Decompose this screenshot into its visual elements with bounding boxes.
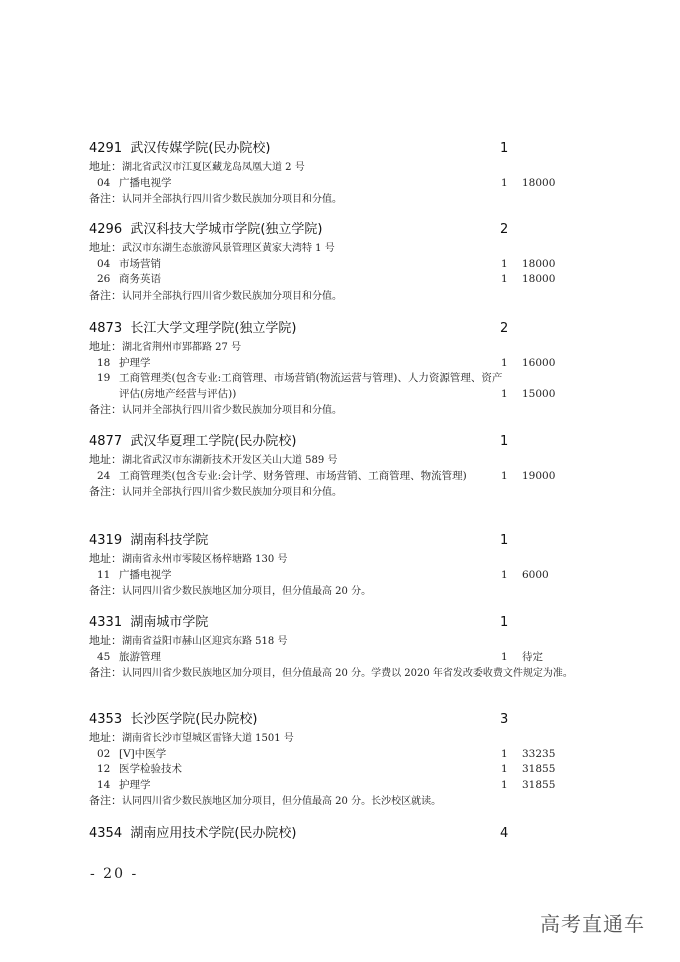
school-entry bbox=[89, 220, 609, 304]
school-note bbox=[89, 665, 609, 682]
major-code: 19 bbox=[97, 372, 111, 384]
school-entry bbox=[89, 531, 609, 600]
major-fee: 33235 bbox=[522, 747, 556, 760]
major-row bbox=[89, 272, 609, 288]
school-code: 4877 bbox=[89, 434, 123, 449]
school-note bbox=[89, 288, 609, 305]
school-count: 2 bbox=[500, 321, 509, 336]
school-header bbox=[89, 531, 609, 551]
school-entry bbox=[89, 432, 609, 501]
major-row bbox=[89, 747, 609, 763]
major-fee: 待定 bbox=[522, 650, 543, 663]
address-text: 湖南省长沙市望城区雷锋大道 1501 号 bbox=[122, 733, 294, 744]
school-address bbox=[89, 159, 609, 176]
major-count: 1 bbox=[501, 356, 508, 369]
address-label: 地址： bbox=[89, 340, 122, 353]
address-label: 地址： bbox=[89, 731, 122, 744]
major-name: 广播电视学 bbox=[119, 176, 172, 189]
school-count: 1 bbox=[500, 434, 509, 449]
major-code: 12 bbox=[97, 763, 111, 775]
major-count: 1 bbox=[501, 568, 508, 581]
note-label: 备注： bbox=[89, 403, 122, 416]
major-row bbox=[89, 469, 609, 485]
major-row bbox=[89, 568, 609, 584]
note-label: 备注： bbox=[89, 192, 122, 205]
school-count: 3 bbox=[500, 712, 509, 727]
school-code: 4353 bbox=[89, 712, 123, 727]
major-fee: 19000 bbox=[522, 469, 556, 482]
major-code: 14 bbox=[97, 778, 111, 791]
page-number: - 20 - bbox=[90, 866, 139, 882]
address-text: 湖北省荆州市郢都路 27 号 bbox=[122, 342, 242, 353]
school-address bbox=[89, 730, 609, 747]
major-row bbox=[89, 371, 609, 402]
school-header bbox=[89, 432, 609, 452]
major-count: 1 bbox=[501, 273, 508, 285]
major-name: 工商管理类(包含专业:会计学、财务管理、市场营销、工商管理、物流管理) bbox=[119, 469, 467, 482]
school-name: 湖南科技学院 bbox=[130, 533, 209, 548]
school-count: 1 bbox=[500, 141, 509, 156]
major-fee: 31855 bbox=[522, 778, 556, 791]
school-header bbox=[89, 220, 609, 240]
major-fee: 18000 bbox=[522, 176, 556, 189]
major-row bbox=[89, 356, 609, 372]
school-header bbox=[89, 613, 609, 633]
school-count: 1 bbox=[500, 533, 509, 548]
address-label: 地址： bbox=[89, 634, 122, 647]
note-label: 备注： bbox=[89, 584, 122, 597]
major-code: 26 bbox=[97, 273, 111, 285]
major-name: 商务英语 bbox=[119, 273, 161, 285]
major-code: 04 bbox=[97, 257, 111, 270]
school-name: 武汉科技大学城市学院(独立学院) bbox=[130, 222, 323, 237]
school-address bbox=[89, 452, 609, 469]
school-name: 武汉华夏理工学院(民办院校) bbox=[130, 434, 297, 449]
school-note bbox=[89, 484, 609, 501]
school-entry bbox=[89, 824, 609, 844]
major-fee: 18000 bbox=[522, 273, 556, 285]
watermark: 高考直通车 bbox=[540, 912, 645, 936]
school-address bbox=[89, 240, 609, 257]
major-count: 1 bbox=[501, 469, 508, 482]
major-fee: 31855 bbox=[522, 763, 556, 775]
school-header bbox=[89, 139, 609, 159]
school-code: 4291 bbox=[89, 141, 123, 156]
major-count: 1 bbox=[501, 747, 508, 760]
address-label: 地址： bbox=[89, 453, 122, 466]
note-label: 备注： bbox=[89, 288, 122, 302]
note-text: 认同四川省少数民族地区加分项目，但分值最高 20 分。长沙校区就读。 bbox=[122, 796, 442, 807]
major-fee: 16000 bbox=[522, 356, 556, 369]
school-note bbox=[89, 402, 609, 419]
major-count: 1 bbox=[501, 763, 508, 775]
school-entry bbox=[89, 319, 609, 419]
note-text: 认同并全部执行四川省少数民族加分项目和分值。 bbox=[122, 194, 342, 205]
major-fee: 15000 bbox=[522, 387, 556, 400]
address-text: 武汉市东湖生态旅游风景管理区黄家大湾特 1 号 bbox=[122, 243, 335, 254]
school-entry bbox=[89, 613, 609, 682]
address-text: 湖北省武汉市江夏区藏龙岛凤凰大道 2 号 bbox=[122, 162, 305, 173]
school-note bbox=[89, 191, 609, 208]
note-label: 备注： bbox=[89, 485, 122, 498]
major-count: 1 bbox=[501, 387, 508, 400]
school-code: 4873 bbox=[89, 321, 123, 336]
school-name: 长江大学文理学院(独立学院) bbox=[130, 321, 297, 336]
school-entry bbox=[89, 710, 609, 810]
major-name: 医学检验技术 bbox=[119, 763, 182, 775]
note-text: 认同并全部执行四川省少数民族加分项目和分值。 bbox=[122, 405, 342, 416]
school-name: 湖南城市学院 bbox=[130, 615, 209, 630]
major-name: 市场营销 bbox=[119, 257, 161, 270]
major-name: 旅游管理 bbox=[119, 650, 161, 663]
school-code: 4319 bbox=[89, 533, 123, 548]
major-count: 1 bbox=[501, 176, 508, 189]
school-count: 2 bbox=[500, 222, 509, 237]
major-count: 1 bbox=[501, 650, 508, 663]
major-row bbox=[89, 176, 609, 192]
major-name: 护理学 bbox=[119, 356, 151, 369]
major-count: 1 bbox=[501, 778, 508, 791]
school-code: 4296 bbox=[89, 222, 123, 237]
note-text: 认同四川省少数民族地区加分项目，但分值最高 20 分。学费以 2020 年省发改委收费文件规定为准。 bbox=[122, 668, 573, 679]
major-row bbox=[89, 650, 609, 666]
school-note bbox=[89, 793, 609, 810]
school-note bbox=[89, 583, 609, 600]
major-name: 工商管理类(包含专业:工商管理、市场营销(物流运营与管理)、人力资源管理、资产评估(房地产经营与评估)) bbox=[119, 372, 503, 400]
major-code: 02 bbox=[97, 747, 111, 760]
school-entry bbox=[89, 139, 609, 208]
major-name: [V]中医学 bbox=[119, 747, 167, 760]
address-label: 地址： bbox=[89, 160, 122, 173]
note-label: 备注： bbox=[89, 794, 122, 807]
note-text: 认同并全部执行四川省少数民族加分项目和分值。 bbox=[122, 290, 342, 302]
address-text: 湖北省武汉市东湖新技术开发区关山大道 589 号 bbox=[122, 455, 338, 466]
major-fee: 18000 bbox=[522, 257, 556, 270]
school-code: 4331 bbox=[89, 615, 123, 630]
major-code: 18 bbox=[97, 356, 111, 369]
major-code: 04 bbox=[97, 176, 111, 189]
school-address bbox=[89, 633, 609, 650]
note-label: 备注： bbox=[89, 666, 122, 679]
address-label: 地址： bbox=[89, 552, 122, 565]
address-label: 地址： bbox=[89, 241, 122, 254]
major-code: 24 bbox=[97, 469, 111, 482]
major-row bbox=[89, 762, 609, 778]
school-address bbox=[89, 339, 609, 356]
school-header bbox=[89, 710, 609, 730]
address-text: 湖南省永州市零陵区杨梓塘路 130 号 bbox=[122, 554, 288, 565]
major-row bbox=[89, 257, 609, 273]
note-text: 认同并全部执行四川省少数民族加分项目和分值。 bbox=[122, 487, 342, 498]
school-name: 武汉传媒学院(民办院校) bbox=[130, 141, 271, 156]
major-fee: 6000 bbox=[522, 568, 549, 581]
school-name: 长沙医学院(民办院校) bbox=[130, 712, 258, 727]
school-code: 4354 bbox=[89, 826, 123, 841]
major-count: 1 bbox=[501, 257, 508, 270]
note-text: 认同四川省少数民族地区加分项目，但分值最高 20 分。 bbox=[122, 586, 372, 597]
major-code: 45 bbox=[97, 650, 111, 663]
school-count: 4 bbox=[500, 826, 509, 841]
address-text: 湖南省益阳市赫山区迎宾东路 518 号 bbox=[122, 636, 288, 647]
major-code: 11 bbox=[97, 568, 111, 581]
major-name: 广播电视学 bbox=[119, 568, 172, 581]
school-header bbox=[89, 824, 609, 844]
school-name: 湖南应用技术学院(民办院校) bbox=[130, 826, 297, 841]
major-name: 护理学 bbox=[119, 778, 151, 791]
school-count: 1 bbox=[500, 615, 509, 630]
school-header bbox=[89, 319, 609, 339]
major-row bbox=[89, 778, 609, 794]
school-address bbox=[89, 551, 609, 568]
